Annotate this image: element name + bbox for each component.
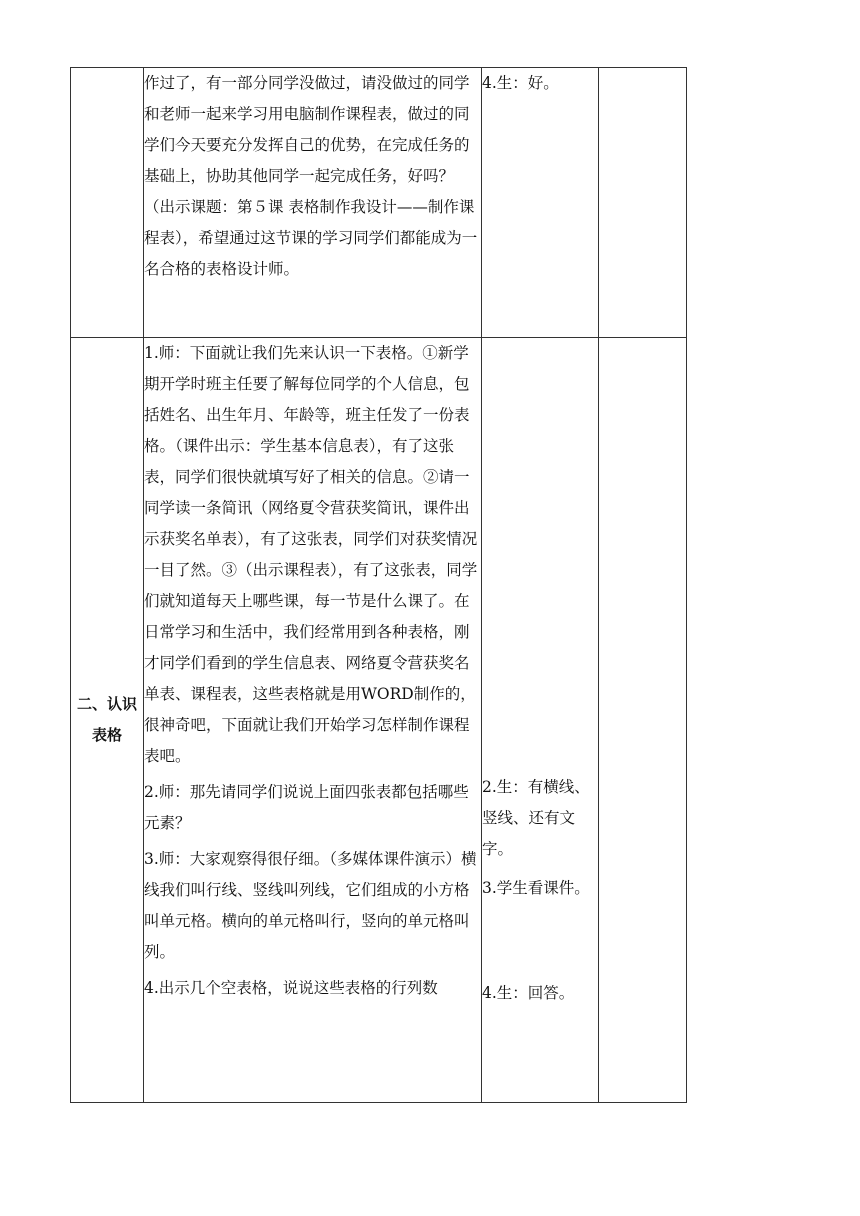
student-paragraph: 4.生：回答。 <box>482 984 575 1002</box>
stage-cell: 二、认识表格 <box>71 338 144 1103</box>
teacher-activity-cell <box>144 338 482 1103</box>
notes-cell <box>599 338 687 1103</box>
student-paragraph: 3.学生看课件。 <box>482 879 590 897</box>
teacher-paragraph: 1.师：下面就让我们先来认识一下表格。①新学期开学时班主任要了解每位同学的个人信息，包括姓名、出生年月、年龄等，班主任发了一份表格。（课件出示：学生基本信息表），有了这张表，同学们很快就填写好了相关的信息。②请一同学读一条简讯（网络夏令营获奖简讯，课件出示获奖名单表），有了这张表，同学们对获奖情况一目了然。③（出示课程表），有了这张表，同学们就知道每天上哪些课，每一节是什么课了。在日常学习和生活中，我们经常用到各种表格，刚才同学们看到的学生信息表、网络夏令营获奖名单表、课程表，这些表格就是用WORD制作的，很神奇吧，下面就让我们开始学习怎样制作课程表吧。 <box>144 344 478 765</box>
teacher-paragraph: 作过了，有一部分同学没做过，请没做过的同学和老师一起来学习用电脑制作课程表，做过的同学们今天要充分发挥自己的优势，在完成任务的基础上，协助其他同学一起完成任务，好吗？（出示课题：第５课 表格制作我设计——制作课程表），希望通过这节课的学习同学们都能成为一名合格的表格设计师。 <box>144 74 478 278</box>
stage-cell <box>71 68 144 338</box>
student-paragraph: 2.生：有横线、竖线、还有文字。 <box>482 778 590 858</box>
teacher-paragraph: 2.师：那先请同学们说说上面四张表都包括哪些元素？ <box>144 783 469 832</box>
teacher-paragraph: 3.师：大家观察得很仔细。（多媒体课件演示）横线我们叫行线、竖线叫列线，它们组成的小方格叫单元格。横向的单元格叫行，竖向的单元格叫列。 <box>144 850 477 961</box>
notes-cell <box>599 68 687 338</box>
student-activity-cell <box>482 68 599 338</box>
student-paragraph: 4.生：好。 <box>482 74 559 92</box>
table-row <box>71 338 687 1103</box>
table-row <box>71 68 687 338</box>
lesson-plan-table <box>70 67 687 1103</box>
teacher-paragraph: 4.出示几个空表格，说说这些表格的行列数 <box>144 979 438 997</box>
student-activity-cell <box>482 338 599 1103</box>
teacher-activity-cell <box>144 68 482 338</box>
